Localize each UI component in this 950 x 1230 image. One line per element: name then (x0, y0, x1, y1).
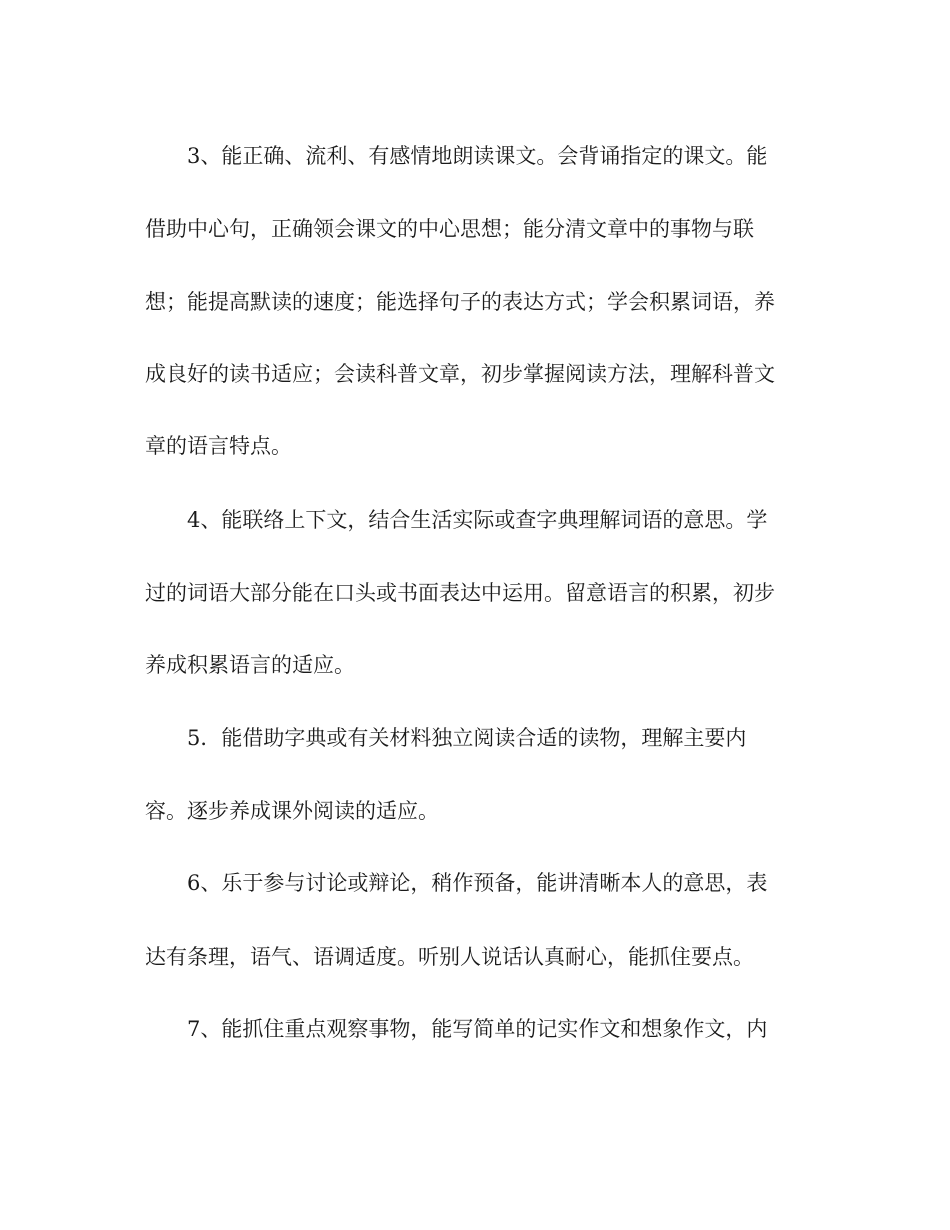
text-line: 养成积累语言的适应。 (145, 653, 355, 677)
text-line: 6、乐于参与讨论或辩论，稍作预备，能讲清晰本人的意思，表 (187, 871, 768, 895)
text-line: 3、能正确、流利、有感情地朗读课文。会背诵指定的课文。能 (187, 144, 768, 168)
text-line: 成良好的读书适应；会读科普文章，初步掌握阅读方法，理解科普文 (145, 362, 775, 386)
text-line: 过的词语大部分能在口头或书面表达中运用。留意语言的积累，初步 (145, 581, 775, 605)
text-line: 4、能联络上下文，结合生活实际或查字典理解词语的意思。学 (187, 508, 768, 532)
text-line: 5．能借助字典或有关材料独立阅读合适的读物，理解主要内 (187, 726, 747, 750)
text-line: 达有条理，语气、语调适度。听别人说话认真耐心，能抓住要点。 (145, 945, 754, 969)
text-line: 章的语言特点。 (145, 434, 292, 458)
text-line: 借助中心句，正确领会课文的中心思想；能分清文章中的事物与联 (145, 217, 754, 241)
text-line: 7、能抓住重点观察事物，能写简单的记实作文和想象作文，内 (187, 1017, 768, 1041)
text-line: 想；能提高默读的速度；能选择句子的表达方式；学会积累词语，养 (145, 290, 775, 314)
text-line: 容。逐步养成课外阅读的适应。 (145, 799, 439, 823)
